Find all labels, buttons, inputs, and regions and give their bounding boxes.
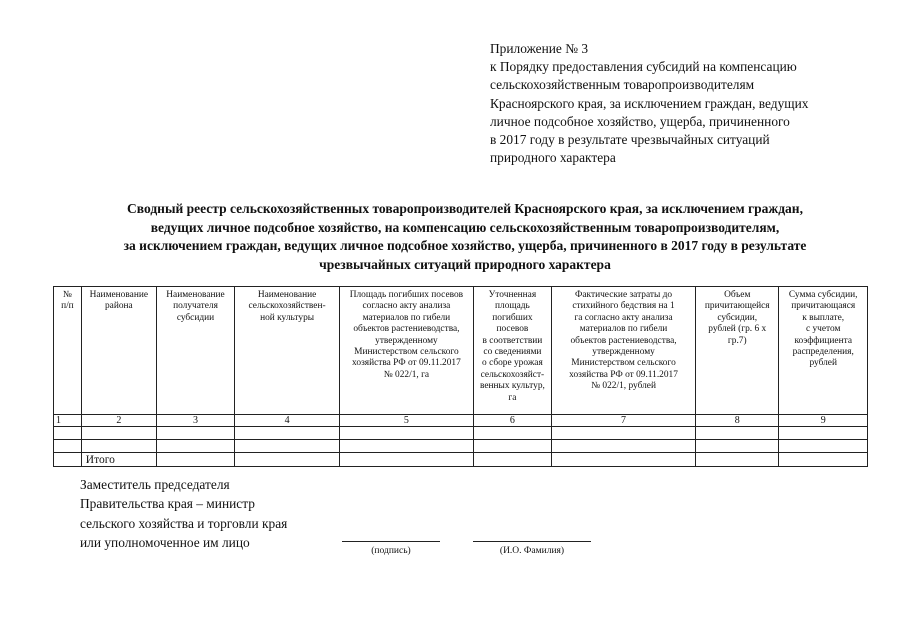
- header-line: сельскохозяйст-: [480, 369, 545, 380]
- signer-line: или уполномоченное им лицо: [80, 535, 250, 551]
- appendix-header: [490, 40, 890, 167]
- header-line: Наименование: [89, 290, 149, 300]
- header-line: Сумма субсидии,: [788, 290, 858, 300]
- table-cell: [696, 440, 779, 453]
- signer-line: Заместитель председателя: [80, 477, 230, 492]
- header-cell: [696, 287, 779, 415]
- table-cell: [340, 440, 474, 453]
- column-number: 7: [552, 415, 696, 427]
- name-caption: (И.О. Фамилия): [499, 546, 565, 556]
- appendix-line: природного характера: [490, 150, 616, 166]
- table-cell: [552, 453, 696, 467]
- header-line: Наименование: [257, 290, 317, 300]
- header-cell: [340, 287, 474, 415]
- signer-line: Правительства края – министр: [80, 496, 255, 512]
- table-cell: [779, 427, 868, 440]
- header-line: Уточненная: [488, 290, 537, 300]
- header-line: причитающаяся: [791, 301, 856, 312]
- table-cell: [156, 427, 234, 440]
- header-line: субсидии,: [717, 312, 758, 323]
- table-cell: [779, 453, 868, 467]
- header-line: субсидии: [176, 312, 215, 323]
- table-cell: [340, 453, 474, 467]
- header-line: материалов по гибели: [362, 312, 451, 323]
- table-cell: [473, 453, 551, 467]
- appendix-line: сельскохозяйственным товаропроизводителям: [490, 77, 755, 93]
- signer-line: сельского хозяйства и торговли края: [80, 515, 288, 531]
- appendix-line: в 2017 году в результате чрезвычайных ситуаций: [490, 132, 770, 148]
- column-number-row: [54, 415, 868, 427]
- signer-block: [80, 475, 287, 553]
- header-row: [54, 287, 868, 415]
- signature-line: [342, 541, 440, 542]
- header-line: объектов растениеводства,: [353, 324, 460, 335]
- appendix-line: к Порядку предоставления субсидий на компенсацию: [490, 59, 797, 75]
- registry-table: [53, 286, 868, 467]
- column-number: 1: [54, 415, 82, 427]
- header-line: ной культуры: [260, 312, 315, 323]
- header-line: утвержденному: [592, 347, 655, 358]
- document-title: [60, 200, 870, 274]
- header-line: хозяйства РФ от 09.11.2017: [569, 369, 678, 380]
- name-line: [473, 541, 591, 542]
- table-cell: [156, 453, 234, 467]
- header-line: с учетом: [805, 324, 841, 335]
- header-cell: [473, 287, 551, 415]
- header-line: причитающейся: [704, 301, 770, 312]
- table-cell: [235, 440, 340, 453]
- table-cell: [81, 427, 156, 440]
- column-number: 8: [696, 415, 779, 427]
- total-label: Итого: [81, 453, 156, 467]
- column-number: 5: [340, 415, 474, 427]
- header-cell: [779, 287, 868, 415]
- table-row: [54, 427, 868, 440]
- table-cell: [235, 427, 340, 440]
- header-line: Объем: [724, 290, 751, 300]
- table-cell: [696, 453, 779, 467]
- table-cell: [779, 440, 868, 453]
- table-cell: [54, 453, 82, 467]
- header-line: № 022/1, рублей: [591, 381, 656, 392]
- header-cell: [54, 287, 82, 415]
- header-line: Министерством сельского: [571, 358, 676, 369]
- column-number: 4: [235, 415, 340, 427]
- column-number: 3: [156, 415, 234, 427]
- header-line: стихийного бедствия на 1: [572, 301, 675, 312]
- header-cell: [552, 287, 696, 415]
- header-line: коэффициента: [794, 335, 852, 346]
- header-line: Министерством сельского: [354, 347, 459, 358]
- header-line: № 022/1, га: [383, 369, 430, 380]
- header-line: венных культур,: [479, 381, 545, 392]
- header-line: га согласно акту анализа: [574, 312, 673, 323]
- header-line: площадь: [495, 301, 530, 312]
- header-line: рублей: [809, 358, 837, 369]
- title-line: чрезвычайных ситуаций природного характера: [319, 256, 611, 272]
- table-cell: [54, 427, 82, 440]
- table-cell: [54, 440, 82, 453]
- header-line: Фактические затраты до: [574, 290, 673, 300]
- column-number: 2: [81, 415, 156, 427]
- column-number: 6: [473, 415, 551, 427]
- header-line: объектов растениеводства,: [570, 335, 677, 346]
- header-cell: [81, 287, 156, 415]
- table-cell: [473, 427, 551, 440]
- header-line: га: [508, 392, 517, 403]
- table-cell: [81, 440, 156, 453]
- header-line: района: [104, 301, 133, 312]
- header-line: хозяйства РФ от 09.11.2017: [352, 358, 461, 369]
- signature-caption: (подпись): [371, 546, 411, 556]
- header-cell: [156, 287, 234, 415]
- table-cell: [235, 453, 340, 467]
- header-line: рублей (гр. 6 х: [708, 324, 767, 335]
- title-line: за исключением граждан, ведущих личное подсобное хозяйство, ущерба, причиненного в 2017 году в результате: [123, 238, 807, 254]
- header-line: о сборе урожая: [482, 358, 543, 369]
- table-cell: [340, 427, 474, 440]
- header-line: к выплате,: [802, 312, 845, 323]
- table-cell: [473, 440, 551, 453]
- table-cell: [552, 440, 696, 453]
- header-line: посевов: [496, 324, 529, 335]
- table-row: [54, 440, 868, 453]
- header-line: Наименование: [166, 290, 225, 300]
- header-line: сельскохозяйствен-: [248, 301, 326, 312]
- header-line: распределения,: [792, 347, 854, 358]
- header-line: погибших: [492, 312, 533, 323]
- table-cell: [552, 427, 696, 440]
- header-line: гр.7): [727, 335, 747, 346]
- title-line: Сводный реестр сельскохозяйственных товаропроизводителей Красноярского края, за исключением граждан,: [127, 201, 803, 216]
- appendix-line: Красноярского края, за исключением граждан, ведущих: [490, 95, 809, 111]
- appendix-line: Приложение № 3: [490, 41, 589, 56]
- header-cell: [235, 287, 340, 415]
- title-line: ведущих личное подсобное хозяйство, на компенсацию сельскохозяйственным товаропроизводителям,: [150, 219, 780, 235]
- table-cell: [156, 440, 234, 453]
- column-number: 9: [779, 415, 868, 427]
- table-cell: [696, 427, 779, 440]
- header-line: получателя: [173, 301, 218, 312]
- header-line: материалов по гибели: [579, 324, 668, 335]
- header-line: Площадь погибших посевов: [349, 290, 464, 300]
- header-line: со сведениями: [483, 347, 542, 358]
- header-line: п/п: [61, 301, 74, 312]
- appendix-line: личное подсобное хозяйство, ущерба, причиненного: [490, 113, 790, 129]
- header-line: в соответствии: [482, 335, 543, 346]
- header-line: согласно акту анализа: [362, 301, 451, 312]
- header-line: №: [62, 290, 72, 300]
- total-row: [54, 453, 868, 467]
- header-line: утвержденному: [375, 335, 438, 346]
